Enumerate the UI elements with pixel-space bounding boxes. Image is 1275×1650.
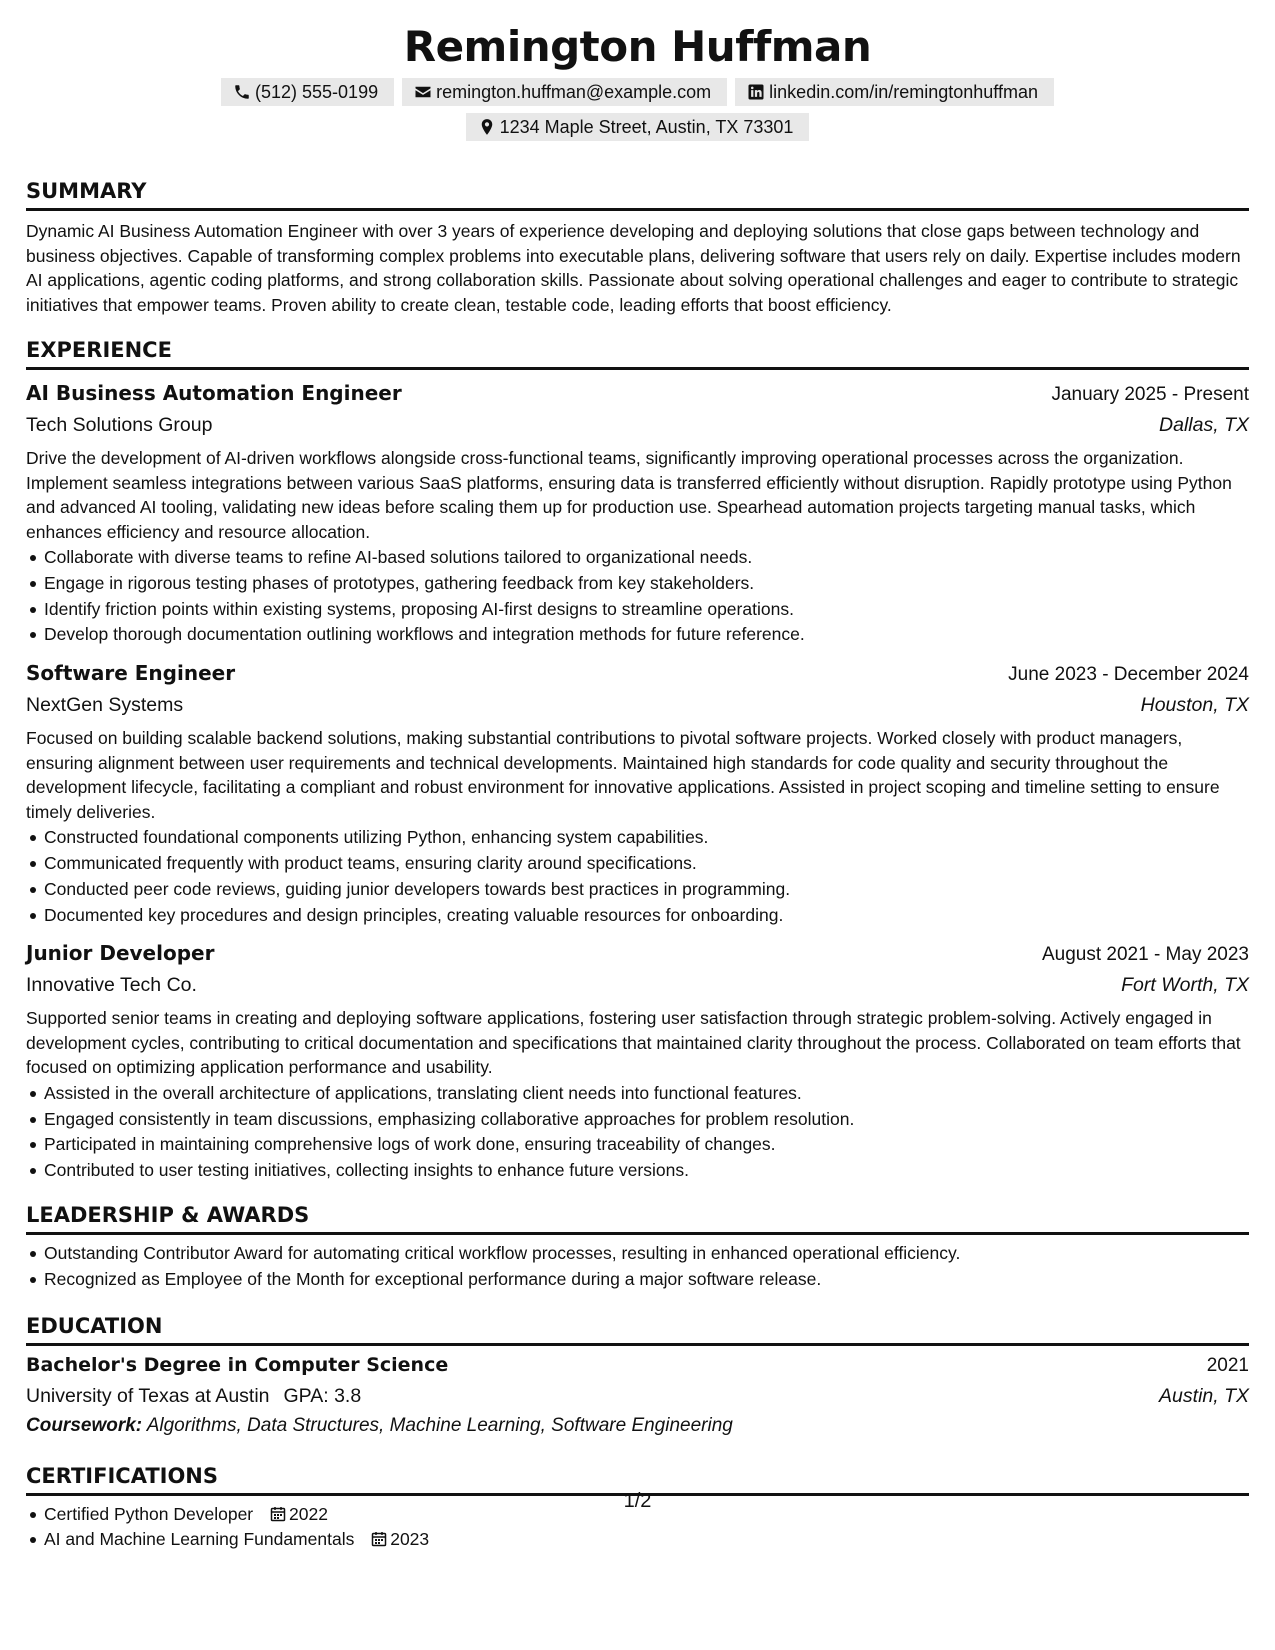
phone-chip bbox=[221, 78, 394, 106]
contact-row-1 bbox=[26, 78, 1249, 106]
list-item: Identify friction points within existing systems, proposing AI-first designs to streamline operations. bbox=[26, 597, 1249, 623]
education-section bbox=[26, 1313, 1249, 1441]
job-entry bbox=[26, 658, 1249, 928]
job-title: Junior Developer bbox=[26, 941, 215, 966]
job-description: Drive the development of AI-driven workflows alongside cross-functional teams, significantly improving operational processes across the organization. Implement seamless integrations between various SaaS platforms, ensuring data is transferred efficiently without disruption. Rapidly prototype using Python and advanced AI tooling, validating new ideas before scaling them up for production use. Spearhead automation projects targeting manual tasks, which enhances efficiency and resource allocation. bbox=[26, 448, 1232, 542]
degree-name: Bachelor's Degree in Computer Science bbox=[26, 1353, 449, 1376]
address-chip bbox=[466, 113, 810, 141]
candidate-name: Remington Huffman bbox=[403, 22, 872, 71]
list-item: Outstanding Contributor Award for automating critical workflow processes, resulting in enhanced operational efficiency. bbox=[26, 1241, 1249, 1267]
list-item bbox=[26, 1527, 1249, 1553]
job-dates: August 2021 - May 2023 bbox=[1041, 944, 1249, 966]
job-entry bbox=[26, 378, 1249, 648]
job-bullets bbox=[26, 1081, 1249, 1184]
address-text: 1234 Maple Street, Austin, TX 73301 bbox=[499, 117, 794, 137]
phone-icon bbox=[233, 83, 251, 101]
list-item: Engaged consistently in team discussions, emphasizing collaborative approaches for problem resolution. bbox=[26, 1107, 1249, 1133]
calendar-icon bbox=[371, 1531, 387, 1547]
list-item: Documented key procedures and design principles, creating valuable resources for onboarding. bbox=[26, 903, 1249, 929]
phone-text: (512) 555-0199 bbox=[255, 82, 379, 102]
company-name: NextGen Systems bbox=[26, 694, 184, 717]
certification-year: 2023 bbox=[390, 1529, 430, 1550]
list-item: Conducted peer code reviews, guiding junior developers towards best practices in programming. bbox=[26, 877, 1249, 903]
coursework-list: Algorithms, Data Structures, Machine Learning, Software Engineering bbox=[146, 1414, 733, 1436]
award-list bbox=[26, 1241, 1249, 1293]
list-item: Constructed foundational components utilizing Python, enhancing system capabilities. bbox=[26, 825, 1249, 851]
job-entry bbox=[26, 938, 1249, 1184]
coursework-line bbox=[26, 1411, 1249, 1441]
resume-page bbox=[26, 0, 1249, 1553]
certification-name: AI and Machine Learning Fundamentals bbox=[44, 1529, 355, 1550]
map-pin-icon bbox=[478, 118, 496, 136]
school-line bbox=[26, 1381, 361, 1411]
list-item: Participated in maintaining comprehensive logs of work done, ensuring traceability of changes. bbox=[26, 1132, 1249, 1158]
summary-heading: SUMMARY bbox=[26, 178, 1249, 211]
email-chip[interactable] bbox=[402, 78, 727, 106]
experience-section bbox=[26, 337, 1249, 1184]
envelope-icon bbox=[414, 83, 432, 101]
list-item: Recognized as Employee of the Month for exceptional performance during a major software release. bbox=[26, 1267, 1249, 1293]
page-number: 1/2 bbox=[623, 1490, 652, 1512]
list-item: Engage in rigorous testing phases of prototypes, gathering feedback from key stakeholders. bbox=[26, 571, 1249, 597]
education-heading: EDUCATION bbox=[26, 1313, 1249, 1346]
job-bullets bbox=[26, 825, 1249, 928]
job-title: Software Engineer bbox=[26, 661, 236, 686]
contact-row-2 bbox=[26, 113, 1249, 141]
job-bullets bbox=[26, 545, 1249, 648]
job-description: Focused on building scalable backend solutions, making substantial contributions to pivotal software projects. Worked closely with product managers, ensuring alignment between user requirements and technical developments. Maintained high standards for code quality and security throughout the development lifecycle, facilitating a compliant and robust environment for innovative applications. Assisted in project scoping and timeline setting to ensure timely deliveries. bbox=[26, 728, 1220, 822]
job-title: AI Business Automation Engineer bbox=[26, 381, 402, 405]
email-text: remington.huffman@example.com bbox=[436, 82, 712, 102]
linkedin-chip[interactable] bbox=[735, 78, 1054, 106]
list-item: Contributed to user testing initiatives, collecting insights to enhance future versions. bbox=[26, 1158, 1249, 1184]
list-item: Develop thorough documentation outlining workflows and integration methods for future reference. bbox=[26, 622, 1249, 648]
certifications-heading: CERTIFICATIONS bbox=[26, 1463, 1249, 1496]
certification-year: 2022 bbox=[289, 1503, 328, 1524]
linkedin-text: linkedin.com/in/remingtonhuffman bbox=[769, 82, 1038, 102]
job-description: Supported senior teams in creating and deploying software applications, fostering user satisfaction through strategic problem-solving. Actively engaged in development cycles, contributing to critical documentation and specifications that maintained clarity throughout the process. Collaborated on team efforts that focused on optimizing application performance and usability. bbox=[26, 1008, 1241, 1078]
coursework-label: Coursework: bbox=[26, 1414, 143, 1436]
list-item: Collaborate with diverse teams to refine AI-based solutions tailored to organizational needs. bbox=[26, 545, 1249, 571]
company-name: Innovative Tech Co. bbox=[26, 974, 197, 997]
list-item: Communicated frequently with product teams, ensuring clarity around specifications. bbox=[26, 851, 1249, 877]
job-location: Dallas, TX bbox=[1159, 414, 1249, 436]
job-location: Houston, TX bbox=[1140, 694, 1249, 717]
gpa: GPA: 3.8 bbox=[283, 1384, 362, 1407]
summary-text: Dynamic AI Business Automation Engineer with over 3 years of experience developing and deploying solutions that close gaps between technology and business objectives. Capable of transforming complex problems into executable plans, delivering software that users rely on daily. Expertise includes modern AI applications, agentic coding platforms, and strong collaboration skills. Passionate about solving operational challenges and eager to contribute to strategic initiatives that empower teams. Proven ability to create clean, testable code, leading efforts that boost efficiency. bbox=[26, 221, 1241, 315]
graduation-year: 2021 bbox=[1206, 1354, 1249, 1376]
leadership-section bbox=[26, 1202, 1249, 1293]
leadership-heading: LEADERSHIP & AWARDS bbox=[26, 1202, 1249, 1235]
school-name: University of Texas at Austin bbox=[26, 1384, 270, 1407]
job-dates: June 2023 - December 2024 bbox=[1008, 664, 1249, 686]
linkedin-icon bbox=[747, 83, 765, 101]
experience-heading: EXPERIENCE bbox=[26, 337, 1249, 370]
school-location: Austin, TX bbox=[1159, 1384, 1249, 1407]
company-name: Tech Solutions Group bbox=[26, 414, 213, 436]
summary-section bbox=[26, 178, 1249, 317]
job-location: Fort Worth, TX bbox=[1121, 974, 1249, 997]
job-dates: January 2025 - Present bbox=[1051, 384, 1249, 405]
list-item: Assisted in the overall architecture of applications, translating client needs into functional features. bbox=[26, 1081, 1249, 1107]
certification-name: Certified Python Developer bbox=[44, 1503, 254, 1524]
